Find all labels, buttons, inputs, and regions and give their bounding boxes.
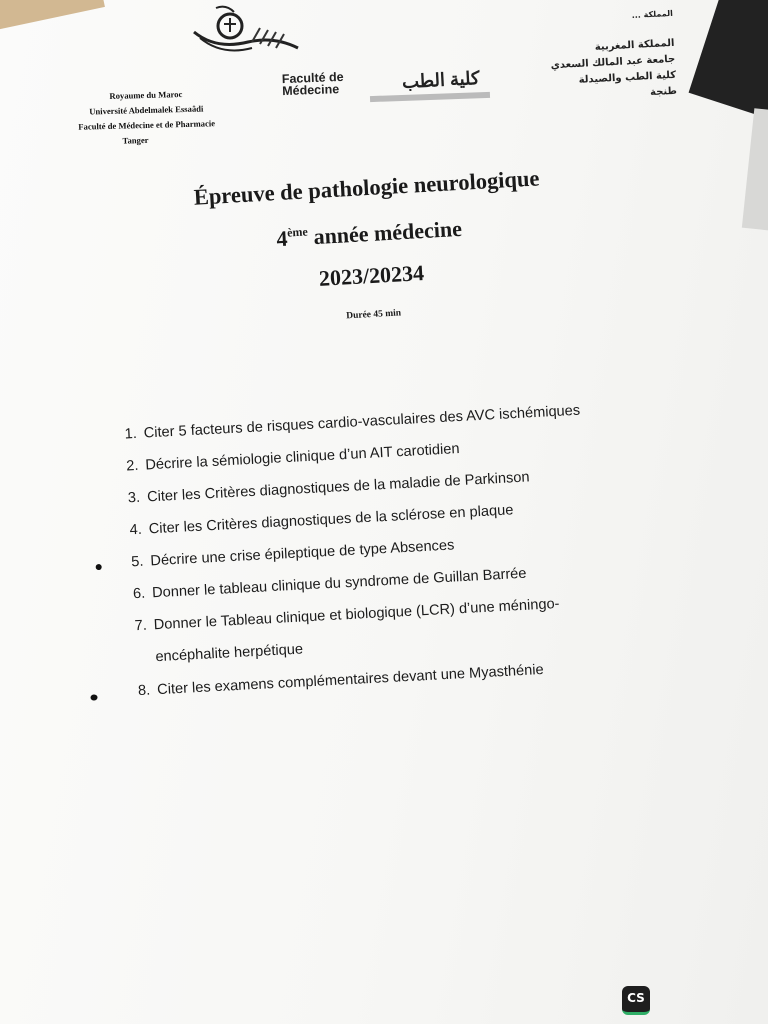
question-text: encéphalite herpétique: [155, 641, 304, 666]
background-object: [742, 108, 768, 232]
question-text: Décrire une crise épileptique de type Absences: [150, 537, 455, 570]
question-text: Citer 5 facteurs de risques cardio-vasculaires des AVC ischémiques: [143, 402, 581, 442]
faculty-logo: [281, 67, 502, 124]
question-text: Donner le tableau clinique du syndrome de Guillan Barrée: [151, 565, 527, 602]
exam-year: 2023/20234: [318, 260, 425, 291]
logo-bar: [370, 92, 490, 102]
header-line: Université Abdelmalek Essaâdi: [89, 103, 204, 117]
exam-title: Épreuve de pathologie neurologique: [193, 165, 541, 210]
question-number: 6.: [132, 585, 146, 603]
header-line-arabic: جامعة عبد المالك السعدي: [550, 53, 676, 72]
header-line: Tanger: [122, 134, 149, 146]
question-text: Citer les Critères diagnostiques de la maladie de Parkinson: [146, 469, 530, 506]
question-text: Citer les examens complémentaires devant une Myasthénie: [156, 661, 545, 699]
institution-header-arabic: [513, 6, 678, 108]
question-number: 2.: [125, 457, 139, 475]
logo-line: Médecine: [281, 82, 340, 99]
scanner-watermark-badge: CS: [622, 986, 650, 1015]
background-object: [0, 0, 105, 32]
question-number: 1.: [124, 425, 138, 443]
header-line: Royaume du Maroc: [109, 89, 183, 101]
level-number: 4: [275, 225, 289, 252]
pen-mark-dot: [90, 694, 97, 700]
header-line-arabic: المملكة المغربية: [594, 37, 675, 53]
exam-duration: Durée 45 min: [345, 308, 402, 322]
question-number: 7.: [134, 617, 148, 635]
header-line-arabic: كلية الطب والصيدلة: [578, 69, 677, 86]
logo-text-arabic: كلية الطب: [401, 67, 480, 93]
logo-line: Faculté de: [281, 69, 344, 87]
question-list: [96, 389, 710, 709]
header-line-arabic: المملكة ...: [631, 8, 674, 21]
question-number: 8.: [137, 682, 151, 700]
question-text: Citer les Critères diagnostiques de la sclérose en plaque: [148, 502, 514, 538]
level-text: année médecine: [307, 215, 463, 250]
institution-header-french: [33, 85, 259, 151]
exam-title-block: [126, 155, 614, 344]
logo-text-french: [282, 71, 345, 97]
pen-mark-dot: [96, 564, 102, 570]
question-text: Décrire la sémiologie clinique d’un AIT carotidien: [145, 441, 460, 474]
question-number: 3.: [127, 489, 141, 507]
header-line: Faculté de Médecine et de Pharmacie: [78, 118, 216, 132]
question-number: 4.: [129, 521, 143, 539]
header-line-arabic: طنجة: [649, 85, 678, 99]
university-seal-logo: [186, 2, 316, 64]
level-superscript: ème: [286, 224, 309, 240]
background-object: [689, 0, 768, 120]
question-text: Donner le Tableau clinique et biologique (LCR) d’une méningo-: [153, 596, 560, 634]
question-number: 5.: [130, 553, 144, 571]
